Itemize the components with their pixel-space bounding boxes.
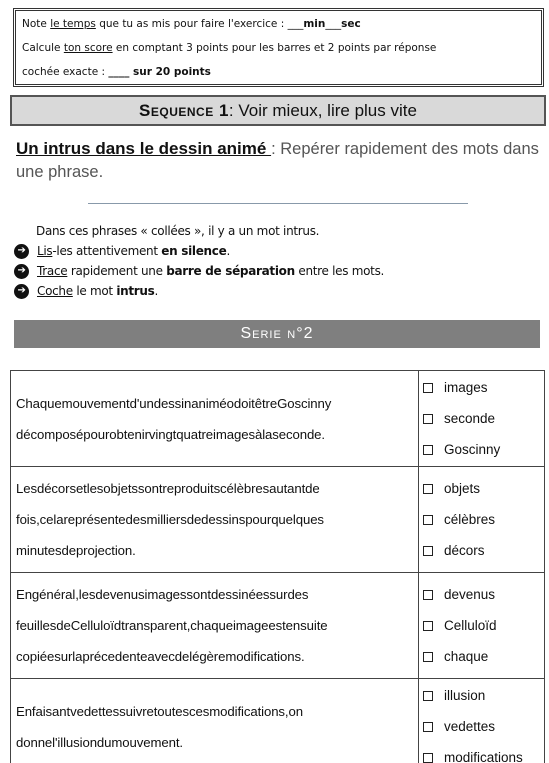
sentence-line: minutesdeprojection. (16, 543, 136, 558)
choice-option[interactable] (423, 372, 540, 403)
instruction-text: le mot (72, 284, 117, 298)
choice-option[interactable] (423, 403, 540, 434)
choices-cell (419, 467, 545, 573)
choice-option[interactable] (423, 742, 540, 763)
choice-label: devenus (444, 587, 496, 602)
choice-label: objets (444, 481, 481, 496)
checkbox[interactable] (423, 753, 433, 763)
sentence-line: donnel'illusiondumouvement. (16, 734, 183, 750)
checkbox[interactable] (423, 414, 433, 424)
instruction-text: rapidement une (67, 264, 167, 278)
choice-label: images (444, 380, 488, 395)
choice-label: chaque (444, 649, 489, 664)
time-instruction (22, 17, 535, 32)
score-text: Calcule (22, 42, 64, 54)
exercise-objective: : Repérer rapidement des mots dans une phrase. (16, 140, 539, 181)
choice-option[interactable] (423, 473, 540, 504)
instruction-text-post: . (154, 284, 159, 298)
checkbox[interactable] (423, 383, 433, 393)
sentence-line: Chaquemouvementd'undessinaniméodoitêtreGoscinny (16, 395, 332, 411)
instruction-bold: intrus (116, 284, 155, 298)
choice-option[interactable] (423, 641, 540, 672)
choice-option[interactable] (423, 610, 540, 641)
table-row (11, 467, 545, 573)
choices-cell (419, 371, 545, 467)
choice-option[interactable] (423, 711, 540, 742)
sec-blank: ___ (325, 18, 342, 30)
checkbox[interactable] (423, 652, 433, 662)
exercise-intro (16, 137, 541, 184)
choice-label: décors (444, 543, 485, 558)
sentence-line: Enfaisantvedettessuivretoutescesmodifications,on (16, 703, 303, 719)
arrow-bullet-icon: ➔ (14, 244, 29, 259)
score-instruction (22, 41, 535, 56)
checkbox[interactable] (423, 691, 433, 701)
score-total (22, 65, 535, 80)
checkbox[interactable] (423, 546, 433, 556)
instruction-item (14, 241, 534, 261)
sentence-line: feuillesdeCelluloïdtransparent,chaqueimageestensuite (16, 618, 328, 633)
arrow-bullet-icon: ➔ (14, 284, 29, 299)
choice-label: seconde (444, 411, 496, 426)
choice-label: Goscinny (444, 442, 501, 457)
instruction-text: -les attentivement (52, 244, 162, 258)
table-row (11, 679, 545, 763)
instruction-item (14, 261, 534, 281)
sec-label: sec (341, 18, 361, 30)
time-text: Note (22, 18, 51, 30)
min-label: min (303, 18, 326, 30)
choice-label: modifications (444, 750, 523, 763)
instructions (14, 221, 534, 301)
sequence-label: Sequence 1 (139, 100, 229, 120)
choice-option[interactable] (423, 504, 540, 535)
divider (88, 203, 468, 204)
instruction-intro: Dans ces phrases « collées », il y a un mot intrus. (36, 224, 320, 238)
serie-banner: Serie n°2 (14, 320, 540, 348)
instruction-verb: Coche (37, 284, 73, 298)
instruction-verb: Trace (37, 264, 68, 278)
score-underlined: ton score (63, 42, 113, 54)
checkbox[interactable] (423, 484, 433, 494)
score-total-blank: ____ sur 20 points (108, 66, 211, 78)
instruction-bold: en silence (161, 244, 227, 258)
sentence-cell[interactable] (11, 371, 419, 467)
checkbox[interactable] (423, 621, 433, 631)
sentence-cell[interactable] (11, 467, 419, 573)
time-underlined: le temps (50, 18, 96, 30)
checkbox[interactable] (423, 722, 433, 732)
sentence-cell[interactable] (11, 679, 419, 763)
choices-cell (419, 679, 545, 763)
checkbox[interactable] (423, 445, 433, 455)
instruction-verb: Lis (37, 244, 53, 258)
sentence-line: décomposépourobtenirvingtquatreimagesàlaseconde. (16, 426, 325, 442)
sequence-title: : Voir mieux, lire plus vite (228, 100, 417, 120)
arrow-bullet-icon: ➔ (14, 264, 29, 279)
table-row (11, 573, 545, 679)
sentence-line: Engénéral,lesdevenusimagessontdessinéessurdes (16, 587, 309, 602)
sentence-line: fois,celareprésentedesmilliersdedessinspourquelques (16, 512, 324, 527)
choice-option[interactable] (423, 434, 540, 465)
choice-label: illusion (444, 688, 486, 703)
table-row (11, 371, 545, 467)
choice-label: célèbres (444, 512, 496, 527)
sentence-line: Lesdécorsetlesobjetssontreproduitscélèbresautantde (16, 481, 320, 496)
instruction-text-post: . (226, 244, 230, 258)
instruction-bold: barre de séparation (166, 264, 295, 278)
score-text-post: en comptant 3 points pour les barres et 2 points par réponse (112, 42, 437, 54)
exercise-title: Un intrus dans le dessin animé (16, 139, 272, 158)
sentence-line: copiéesurlaprécedenteavecdelégèremodifications. (16, 649, 305, 664)
choice-label: Celluloïd (444, 618, 497, 633)
score-total-text: cochée exacte : (22, 66, 109, 78)
exercise-table (10, 370, 545, 763)
sentence-cell[interactable] (11, 573, 419, 679)
choice-label: vedettes (444, 719, 496, 734)
choices-cell (419, 573, 545, 679)
instruction-item (14, 281, 534, 301)
time-text-post: que tu as mis pour faire l'exercice : ___ (95, 18, 304, 30)
checkbox[interactable] (423, 590, 433, 600)
checkbox[interactable] (423, 515, 433, 525)
instruction-text-post: entre les mots. (294, 264, 385, 278)
choice-option[interactable] (423, 535, 540, 566)
sequence-banner (10, 95, 546, 126)
choice-option[interactable] (423, 579, 540, 610)
score-box (13, 8, 544, 87)
choice-option[interactable] (423, 680, 540, 711)
